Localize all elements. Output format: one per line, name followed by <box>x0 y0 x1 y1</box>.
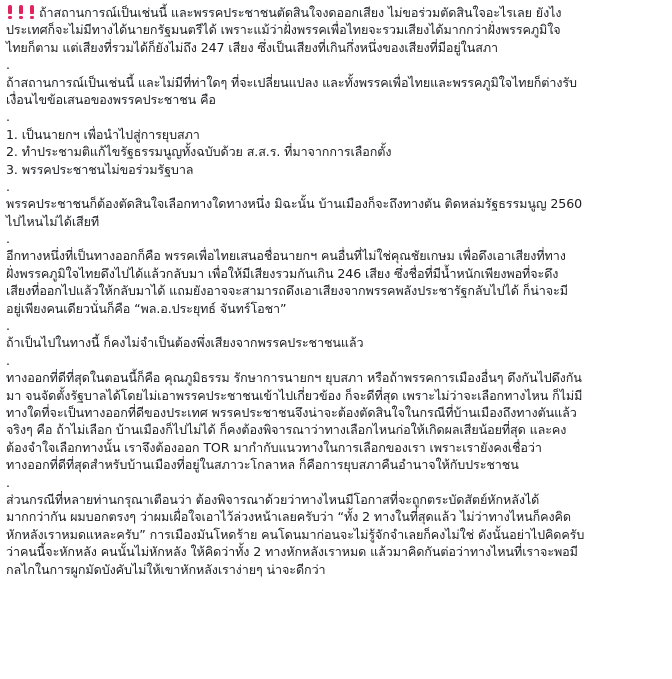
text-line: กลไกในการผูกมัดบังคับไม่ให้เขาหักหลังเราง่ายๆ น่าจะดีกว่า <box>6 561 326 577</box>
separator-dot: . <box>6 231 10 247</box>
exclamation-emoji-icon <box>28 5 36 19</box>
text-line: มากกว่ากัน ผมบอกตรงๆ ว่าผมเผื่อใจเอาไว้ล่วงหน้าเลยครับว่า “ทั้ง 2 ทางในที่สุดแล้ว ไม่ว่าทางไหนก็คงคิด <box>6 509 571 525</box>
text-line: ส่วนกรณีที่หลายท่านกรุณาเตือนว่า ต้องพิจารณาด้วยว่าทางไหนมีโอกาสที่จะถูกตระบัดสัตย์หักหลังได้ <box>6 491 540 507</box>
paragraph-condition <box>6 74 666 109</box>
text-line: เงื่อนไขข้อเสนอของพรรคประชาชน คือ <box>6 91 216 107</box>
text-line <box>6 4 666 21</box>
paragraph-best-option <box>6 369 666 473</box>
separator-dot: . <box>6 352 10 368</box>
text-line: ฝั่งพรรคภูมิใจไทยดึงไปได้แล้วกลับมา เพื่อให้มีเสียงรวมกันเกิน 246 เสียง ซึ่งชื่อที่มีน้ำหนักเพียงพอที่จะดึง <box>6 265 559 281</box>
text-line: ถ้าเป็นไปในทางนี้ ก็คงไม่จำเป็นต้องพึ่งเสียงจากพรรคประชาชนแล้ว <box>6 335 364 351</box>
text-line: มา จนจัดตั้งรัฐบาลได้โดยไม่เอาพรรคประชาชนเข้าไปเกี่ยวข้อง ก็จะดีที่สุด เพราะไม่ว่าจะเลือกทางไหน ก็ไม่มี <box>6 387 583 403</box>
separator-dot: . <box>6 57 10 73</box>
list-item: 3. พรรคประชาชนไม่ขอร่วมรัฐบาล <box>6 161 194 177</box>
text-line: ประเทศก็จะไม่มีทางได้นายกรัฐมนตรีได้ เพราะแม้ว่าฝั่งพรรคเพื่อไทยจะรวมเสียงได้มากกว่าฝั่งพรรคภูมิใจ <box>6 22 561 38</box>
separator-dot: . <box>6 109 10 125</box>
text-line: ต้องจำใจเลือกทางนั้น เราจึงต้องออก TOR มากำกับแนวทางในการเลือกของเรา เพราะเรายังคงเชื่อว่า <box>6 439 542 455</box>
list-item: 2. ทำประชามติแก้ไขรัฐธรรมนูญทั้งฉบับด้วย ส.ส.ร. ที่มาจากการเลือกตั้ง <box>6 144 392 160</box>
text-line: ถ้าสถานการณ์เป็นเช่นนี้ และไม่มีที่ท่าใดๆ ที่จะเปลี่ยนแปลง และทั้งพรรคเพื่อไทยและพรรคภูมิใจไทยก็ต่างรับ <box>6 74 577 90</box>
text-line: ทางออกที่ดีที่สุดในตอนนี้ก็คือ คุณภูมิธรรม รักษาการนายกฯ ยุบสภา หรือถ้าพรรคการเมืองอื่นๆ ดึงกันไปดึงกัน <box>6 370 582 386</box>
exclamation-emoji-icon <box>6 5 14 19</box>
text-line: พรรคประชาชนก็ต้องตัดสินใจเลือกทางใดทางหนึ่ง มิฉะนั้น บ้านเมืองก็จะถึงทางตัน ติดหล่มรัฐธรรมนูญ 2560 <box>6 196 583 212</box>
paragraph-consequence <box>6 334 666 351</box>
paragraph-alternative <box>6 247 666 317</box>
text-line: ทางออกที่ดีที่สุดสำหรับบ้านเมืองที่อยู่ในสภาวะโกลาหล ก็คือการยุบสภาคืนอำนาจให้กับประชาชน <box>6 457 519 473</box>
text-line: หักหลังเราหมดแหละครับ” การเมืองมันโหดร้าย คนโดนมาก่อนจะไม่รู้จักจำเลยก็คงไม่ใช่ ดังนั้นอย่าไปคิดครับ <box>6 526 585 542</box>
paragraph-decision <box>6 195 666 230</box>
separator-dot: . <box>6 178 10 194</box>
text-line: อีกทางหนึ่งที่เป็นทางออกก็คือ พรรคเพื่อไทยเสนอชื่อนายกฯ คนอื่นที่ไม่ใช่คุณชัยเกษม เพื่อดึงเอาเสียงที่ทาง <box>6 248 566 264</box>
conditions-list <box>6 126 666 178</box>
text-segment: ถ้าสถานการณ์เป็นเช่นนี้ และพรรคประชาชนตัดสินใจงดออกเสียง ไม่ขอร่วมตัดสินใจอะไรเลย ยังไง <box>39 5 562 20</box>
list-item: 1. เป็นนายกฯ เพื่อนำไปสู่การยุบสภา <box>6 126 200 142</box>
text-line: ไปไหนไม่ได้เสียที <box>6 213 100 229</box>
separator-dot: . <box>6 318 10 334</box>
text-line: ทางใดที่จะเป็นทางออกที่ดีของประเทศ พรรคประชาชนจึงน่าจะต้องตัดสินใจในกรณีที่บ้านเมืองถึงทางตันแล้ว <box>6 404 577 420</box>
text-line: ว่าคนนี้จะหักหลัง คนนั้นไม่หักหลัง ให้คิดว่าทั้ง 2 ทางหักหลังเราหมด แล้วมาคิดกันต่อว่าทางไหนที่เราจะพอมี <box>6 544 578 560</box>
text-line: อยู่เพียงคนเดียวนั่นก็คือ “พล.อ.ประยุทธ์ จันทร์โอชา” <box>6 300 287 316</box>
paragraph-intro <box>6 4 666 56</box>
paragraph-betrayal <box>6 491 666 578</box>
text-line: จริงๆ คือ ถ้าไม่เลือก บ้านเมืองก็ไปไม่ได้ ก็คงต้องพิจารณาว่าทางเลือกไหนก่อให้เกิดผลเสียน้อยที่สุด และคง <box>6 422 567 438</box>
exclamation-emoji-icon <box>17 5 25 19</box>
post-body <box>6 4 666 578</box>
text-line: เสียงที่ออกไปแล้วให้กลับมาได้ แถมยังอาจจะสามารถดึงเอาเสียงจากพรรคพลังประชารัฐกลับไปได้ ก็น่าจะมี <box>6 283 568 299</box>
text-line: ไทยก็ตาม แต่เสียงที่รวมได้ก็ยังไม่ถึง 247 เสียง ซึ่งเป็นเสียงที่เกินกึ่งหนึ่งของเสียงที่มีอยู่ในสภา <box>6 39 498 55</box>
separator-dot: . <box>6 474 10 490</box>
